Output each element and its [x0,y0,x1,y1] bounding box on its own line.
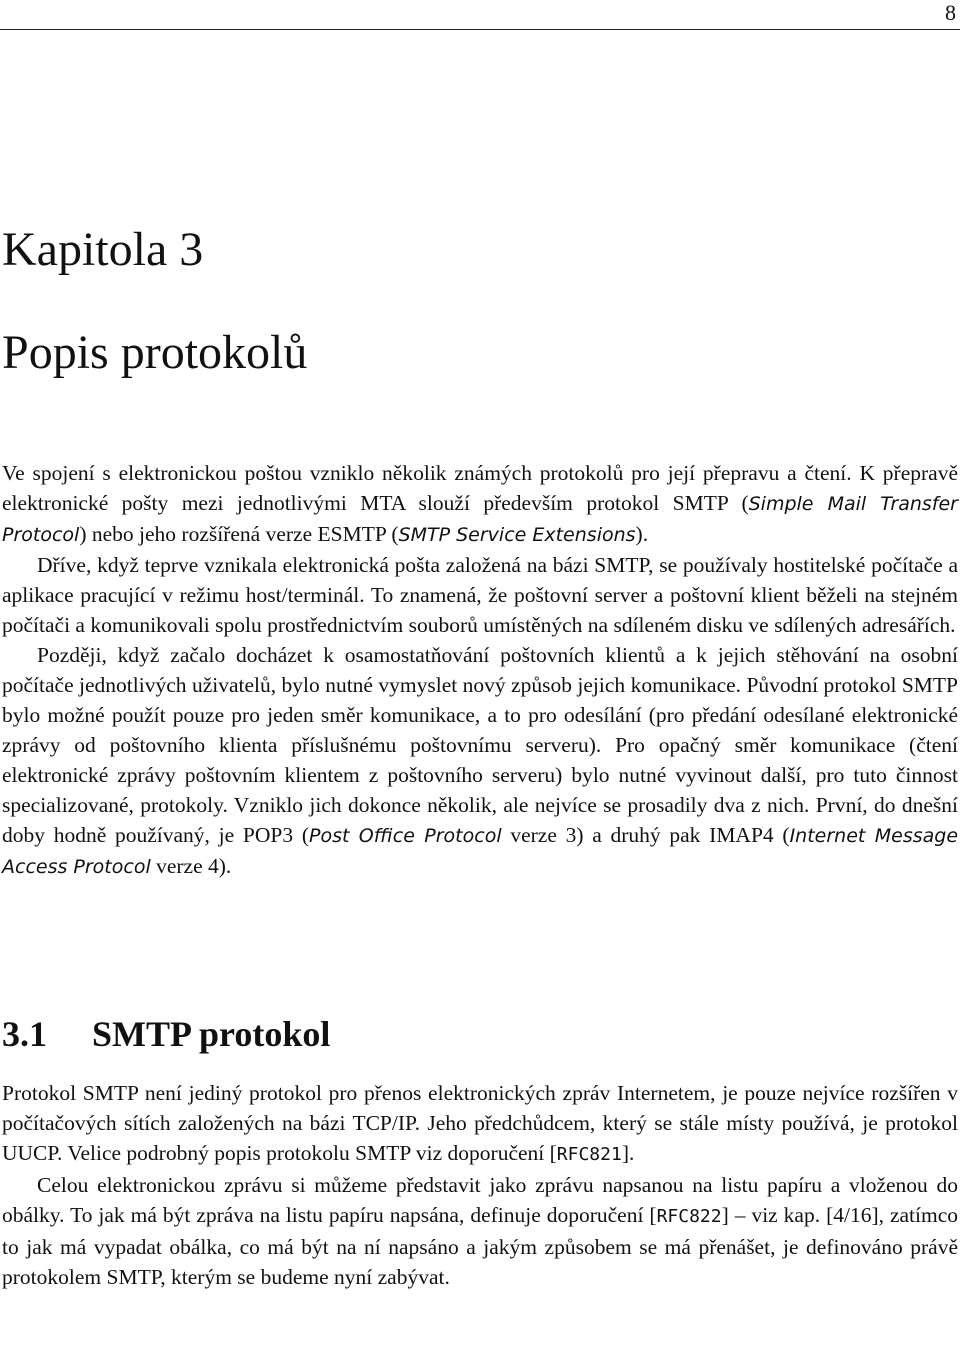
intro-paragraph-1: Ve spojení s elektronickou poštou vzniklo několik známých protokolů pro její přepravu a čtení. K přepravě elektronické pošty mezi jednotlivými MTA slouží především protokol SMTP (Simple Mail Transfer Protocol) nebo jeho rozšířená verze ESMTP (SMTP Service Extensions). [2,461,958,546]
section-heading [2,1012,330,1056]
intro-text [2,458,958,882]
section-number: 3.1 [2,1014,47,1054]
section-title: SMTP protokol [92,1014,331,1054]
chapter-label: Kapitola 3 [2,223,204,276]
section-text [2,1078,958,1292]
section-paragraph-2: Celou elektronickou zprávu si můžeme představit jako zprávu napsanou na listu papíru a vloženou do obálky. To jak má být zpráva na listu papíru napsána, definuje doporučení [RFC822] – viz kap. [4/16], zatímco to jak má vypadat obálka, co má být na ní napsáno a jakým způsobem se má přenášet, je definováno právě protokolem SMTP, kterým se budeme nyní zabývat. [2,1173,958,1289]
header-rule [0,29,960,30]
intro-paragraph-3: Později, když začalo docházet k osamostatňování poštovních klientů a k jejich stěhování na osobní počítače jednotlivých uživatelů, bylo nutné vymyslet nový způsob jejich komunikace. Původní protokol SMTP bylo možné použít pouze pro jeden směr komunikace, a to pro odesílání (pro předání odesílané elektronické zprávy od poštovního klienta příslušnému poštovnímu serveru). Pro opačný směr komunikace (čtení elektronické zprávy poštovním klientem z poštovního serveru) bylo nutné vyvinout další, pro tuto činnost specializované, protokoly. Vzniklo jich dokonce několik, ale nejvíce se prosadily dva z nich. První, do dnešní doby hodně používaný, je POP3 (Post Office Protocol verze 3) a druhý pak IMAP4 (Internet Message Access Protocol verze 4). [2,643,959,878]
rfc821-link[interactable]: RFC821 [556,1144,622,1165]
page-number: 8 [945,0,956,25]
intro-paragraph-2: Dříve, když teprve vznikala elektronická pošta založená na bázi SMTP, se používaly hostitelské počítače a aplikace pracující v režimu host/terminál. To znamená, že poštovní server a poštovní klient běželi na stejném počítači a komunikovali spolu prostřednictvím souborů umístěných na sdíleném disku ve sdílených adresářích. [2,553,958,637]
rfc822-link[interactable]: RFC822 [656,1206,722,1227]
chapter-title: Popis protokolů [2,326,308,379]
section-paragraph-1: Protokol SMTP není jediný protokol pro přenos elektronických zpráv Internetem, je pouze nejvíce rozšířen v počítačových sítích založených na bázi TCP/IP. Jeho předchůdcem, který se stále místy používá, je protokol UUCP. Velice podrobný popis protokolu SMTP viz doporučení [RFC821]. [2,1081,958,1165]
